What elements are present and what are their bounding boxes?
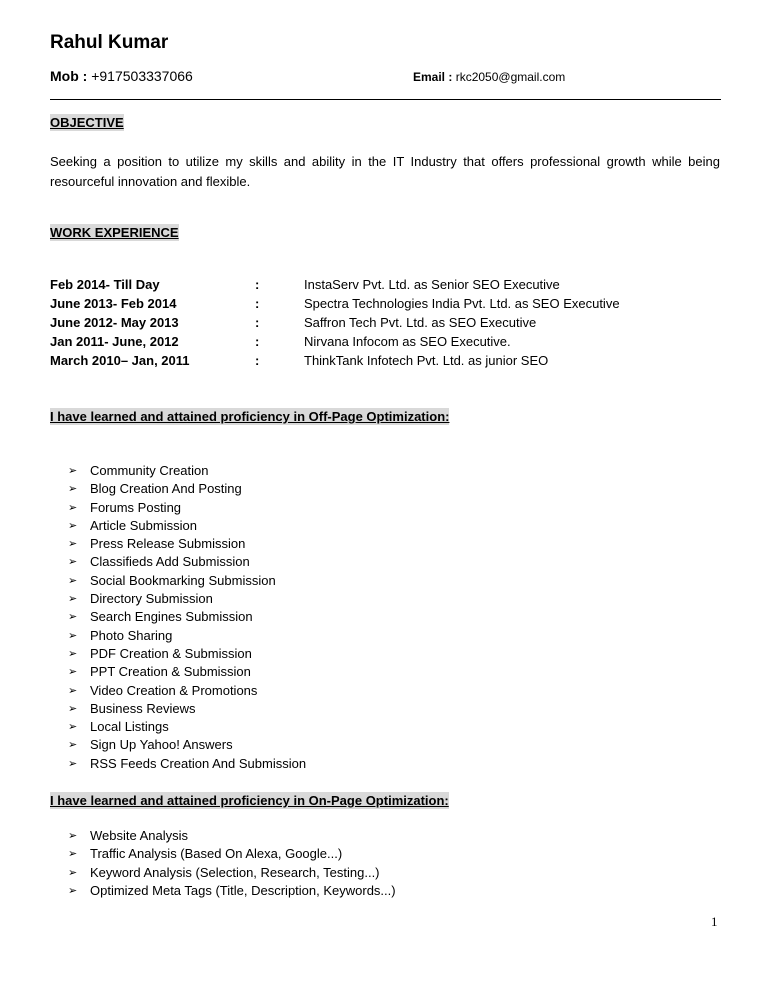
list-item-text: RSS Feeds Creation And Submission bbox=[90, 755, 307, 771]
arrow-bullet-icon: ➢ bbox=[68, 519, 78, 532]
objective-heading: OBJECTIVE bbox=[50, 115, 124, 130]
list-item-text: Optimized Meta Tags (Title, Description, Keywords...) bbox=[90, 882, 396, 898]
email-address: rkc2050@gmail.com bbox=[455, 70, 566, 84]
experience-detail: Spectra Technologies India Pvt. Ltd. as SEO Executive bbox=[304, 296, 620, 311]
list-item-text: Website Analysis bbox=[90, 828, 189, 843]
list-item-text: Keyword Analysis (Selection, Research, Testing...) bbox=[90, 864, 380, 880]
arrow-bullet-icon: ➢ bbox=[68, 702, 78, 715]
mobile-label: Mob : bbox=[50, 68, 88, 84]
arrow-bullet-icon: ➢ bbox=[68, 666, 78, 679]
experience-separator: : bbox=[255, 277, 260, 292]
page-number: 1 bbox=[711, 914, 718, 929]
list-item-text: Article Submission bbox=[90, 517, 197, 533]
arrow-bullet-icon: ➢ bbox=[68, 593, 78, 606]
arrow-bullet-icon: ➢ bbox=[68, 866, 78, 879]
experience-period: Jan 2011- June, 2012 bbox=[50, 334, 179, 349]
experience-detail: ThinkTank Infotech Pvt. Ltd. as junior SEO bbox=[304, 353, 549, 368]
arrow-bullet-icon: ➢ bbox=[68, 465, 78, 477]
list-item-text: Local Listings bbox=[90, 719, 169, 735]
arrow-bullet-icon: ➢ bbox=[68, 629, 78, 642]
email-block bbox=[413, 70, 565, 84]
arrow-bullet-icon: ➢ bbox=[68, 757, 78, 770]
mobile-number: +917503337066 bbox=[91, 68, 193, 84]
email-label: Email : bbox=[413, 70, 453, 84]
arrow-bullet-icon: ➢ bbox=[68, 684, 78, 697]
list-item-text: Directory Submission bbox=[90, 591, 213, 607]
list-item-text: PDF Creation & Submission bbox=[90, 645, 252, 661]
arrow-bullet-icon: ➢ bbox=[68, 574, 78, 587]
list-item-text: Sign Up Yahoo! Answers bbox=[90, 737, 233, 753]
candidate-name: Rahul Kumar bbox=[50, 32, 169, 53]
arrow-bullet-icon: ➢ bbox=[68, 538, 78, 551]
list-item-text: Forums Posting bbox=[90, 499, 182, 515]
list-item-text: Press Release Submission bbox=[90, 536, 246, 552]
arrow-bullet-icon: ➢ bbox=[68, 848, 78, 861]
experience-detail: Saffron Tech Pvt. Ltd. as SEO Executive bbox=[304, 315, 537, 330]
arrow-bullet-icon: ➢ bbox=[68, 647, 78, 660]
list-item-text: Photo Sharing bbox=[90, 627, 173, 643]
list-item-text: Search Engines Submission bbox=[90, 609, 253, 625]
experience-period: March 2010– Jan, 2011 bbox=[50, 353, 190, 368]
arrow-bullet-icon: ➢ bbox=[68, 884, 78, 897]
list-item-text: Traffic Analysis (Based On Alexa, Google...) bbox=[90, 846, 343, 862]
list-item-text: Blog Creation And Posting bbox=[90, 481, 242, 497]
experience-detail: Nirvana Infocom as SEO Executive. bbox=[304, 334, 511, 349]
objective-text: Seeking a position to utilize my skills and ability in the IT Industry that offers professional growth while being resourceful innovation and flexible. bbox=[50, 154, 720, 189]
arrow-bullet-icon: ➢ bbox=[68, 721, 78, 734]
header-divider bbox=[50, 99, 721, 100]
experience-detail: InstaServ Pvt. Ltd. as Senior SEO Executive bbox=[304, 277, 560, 292]
arrow-bullet-icon: ➢ bbox=[68, 830, 78, 842]
list-item-text: Business Reviews bbox=[90, 700, 196, 716]
experience-period: June 2013- Feb 2014 bbox=[50, 296, 177, 311]
on-page-heading: I have learned and attained proficiency in On-Page Optimization: bbox=[50, 793, 449, 808]
arrow-bullet-icon: ➢ bbox=[68, 556, 78, 569]
arrow-bullet-icon: ➢ bbox=[68, 611, 78, 624]
experience-period: Feb 2014- Till Day bbox=[50, 277, 160, 292]
work-experience-heading: WORK EXPERIENCE bbox=[50, 225, 179, 240]
list-item-text: Social Bookmarking Submission bbox=[90, 572, 276, 588]
list-item-text: Classifieds Add Submission bbox=[90, 554, 250, 570]
contact-row bbox=[50, 68, 720, 84]
arrow-bullet-icon: ➢ bbox=[68, 501, 78, 514]
list-item-text: PPT Creation & Submission bbox=[90, 664, 251, 680]
list-item-text: Community Creation bbox=[90, 463, 209, 478]
experience-separator: : bbox=[255, 334, 260, 349]
experience-separator: : bbox=[255, 353, 260, 368]
experience-period: June 2012- May 2013 bbox=[50, 315, 179, 330]
list-item-text: Video Creation & Promotions bbox=[90, 682, 258, 698]
experience-separator: : bbox=[255, 296, 260, 311]
experience-separator: : bbox=[255, 315, 260, 330]
off-page-heading: I have learned and attained proficiency in Off-Page Optimization: bbox=[50, 409, 450, 424]
arrow-bullet-icon: ➢ bbox=[68, 739, 78, 752]
arrow-bullet-icon: ➢ bbox=[68, 483, 78, 496]
